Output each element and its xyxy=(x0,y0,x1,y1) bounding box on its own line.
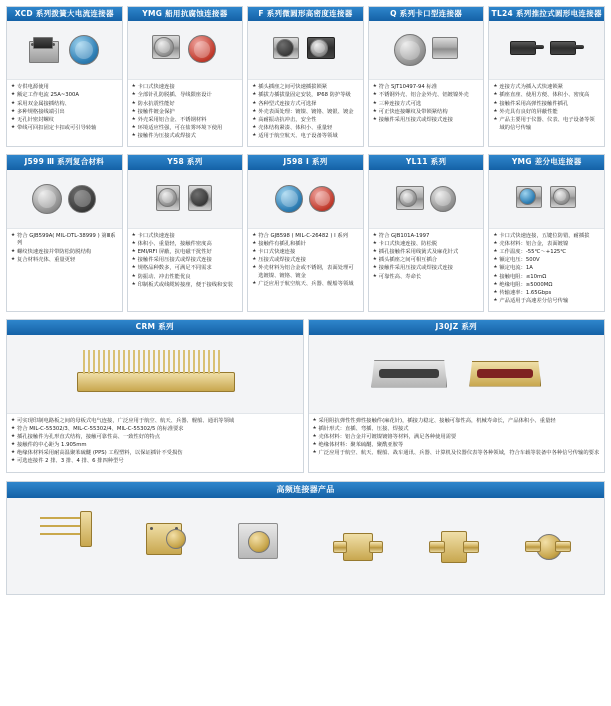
feature-item: ★ 产品适用于高速差分信号传输 xyxy=(493,298,600,306)
feature-item: ★ 不锈钢外壳、铝合金外壳、铝镀镍外壳 xyxy=(373,92,480,100)
feature-list xyxy=(11,233,118,265)
feature-item: ★ 可正快连接螺纹及带锁紧结构 xyxy=(373,109,480,117)
feature-item: ★ 插头插座之间可快速插拔锁紧 xyxy=(252,84,359,92)
feature-item: ★ 三种连接方式可选 xyxy=(373,101,480,109)
product-image-yl11 xyxy=(369,170,484,229)
product-image-j30jz xyxy=(309,335,605,414)
feature-item: ★ 插座直座、使用方便、体积小、密度高 xyxy=(493,92,600,100)
feature-list xyxy=(373,84,480,124)
product-title: J599 Ⅲ 系列复合材料 xyxy=(7,155,122,169)
feature-item: ★ 螺纹快速连接并带防松防脱结构 xyxy=(11,249,118,257)
high-frequency-image xyxy=(7,498,604,594)
feature-list xyxy=(132,84,239,141)
product-image-q xyxy=(369,21,484,80)
feature-item: ★ 印制板式或线缆转接座，便于接线和安装 xyxy=(132,282,239,290)
feature-item: ★ 高耐振动抗冲击，安全性 xyxy=(252,117,359,125)
high-frequency-section[interactable] xyxy=(6,481,605,596)
feature-item: ★ 卡口式快速连接 xyxy=(252,249,359,257)
product-features xyxy=(489,80,604,138)
feature-item: ★ 额定电流：1A xyxy=(493,265,600,273)
product-features xyxy=(489,229,604,312)
product-image-crm xyxy=(7,335,303,414)
feature-item: ★ 接触电阻：≤10mΩ xyxy=(493,274,600,282)
feature-item: ★ 卡口式快速连接 xyxy=(132,84,239,92)
product-card-crm[interactable] xyxy=(6,319,304,472)
feature-list xyxy=(313,418,601,458)
feature-item: ★ 接触件镀金保护 xyxy=(132,109,239,117)
product-title: XCD 系列拨簧大电流连接器 xyxy=(7,7,122,21)
feature-item: ★ 多种规格接线端引出 xyxy=(11,109,118,117)
feature-item: ★ 接触件采用压接式或焊接式连接 xyxy=(373,117,480,125)
feature-item: ★ 符合 MIL-C-55302/3、MIL-C-55302/4、MIL-C-55302/5 的标准要求 xyxy=(11,426,299,434)
feature-list xyxy=(11,84,118,133)
product-card-y58[interactable] xyxy=(127,154,244,312)
feature-item: ★ 符合 GJB598 ( MIL-C-26482 ) Ⅰ 系列 xyxy=(252,233,359,241)
product-card-j30jz[interactable] xyxy=(308,319,606,472)
product-image-tl24 xyxy=(489,21,604,80)
feature-item: ★ 绝缘体材料采用耐高温聚苯硫醚 (PPS) 工程塑料，以保证插针不受损伤 xyxy=(11,450,299,458)
product-title: Q 系列卡口型连接器 xyxy=(369,7,484,21)
product-title: YL11 系列 xyxy=(369,155,484,169)
product-features xyxy=(369,229,484,287)
product-title: Y58 系列 xyxy=(128,155,243,169)
product-row-2 xyxy=(0,154,611,312)
feature-item: ★ 符合 GJB101A-1997 xyxy=(373,233,480,241)
feature-item: ★ 接触件有插孔和插针 xyxy=(252,241,359,249)
feature-item: ★ 采用双金属接插结构、 xyxy=(11,101,118,109)
feature-item: ★ 环境适应性强，可在盐雾环境下使用 xyxy=(132,125,239,133)
feature-item: ★ 防水抗震性能好 xyxy=(132,101,239,109)
feature-item: ★ 接触件为压接式或焊接式 xyxy=(132,133,239,141)
product-card-yl11[interactable] xyxy=(368,154,485,312)
feature-item: ★ 带线可回扣固定卡扣或可引导转轴 xyxy=(11,125,118,133)
feature-item: ★ 卡口式快速连接 xyxy=(132,233,239,241)
product-card-tl24[interactable] xyxy=(488,6,605,147)
catalog-page xyxy=(0,6,611,706)
product-features xyxy=(128,80,243,146)
feature-item: ★ 可靠性高、寿命长 xyxy=(373,274,480,282)
product-features xyxy=(7,80,122,138)
product-card-ymg-diff[interactable] xyxy=(488,154,605,312)
feature-item: ★ 采用阻抗弹性性弹性接触件(麻花针)，插接力稳定、接触可靠性高，机械寿命长，产品体积小、重量轻 xyxy=(313,418,601,426)
product-title: F 系列微圆形高密度连接器 xyxy=(248,7,363,21)
feature-item: ★ 产品主要用于仪器、仪表、电子设备等领域的信号传输 xyxy=(493,117,600,132)
feature-item: ★ 插针形式：直插、弯插、压接、焊接式 xyxy=(313,426,601,434)
feature-item: ★ 插孔接触件为孔形直式结构，接触可靠性高、一致性好的特点 xyxy=(11,434,299,442)
feature-list xyxy=(493,84,600,132)
product-card-j599[interactable] xyxy=(6,154,123,312)
feature-list xyxy=(11,418,299,467)
product-features xyxy=(309,414,605,464)
feature-item: ★ 符合 SJT10497-94 标准 xyxy=(373,84,480,92)
feature-item: ★ 连接方式为插入式快速锁紧 xyxy=(493,84,600,92)
product-features xyxy=(369,80,484,130)
product-image-xcd xyxy=(7,21,122,80)
product-image-f xyxy=(248,21,363,80)
feature-item: ★ 插头插座之间可相互插合 xyxy=(373,257,480,265)
feature-item: ★ 接触件的中心距为 1.905mm xyxy=(11,442,299,450)
feature-item: ★ 无孔针密封螺纹 xyxy=(11,117,118,125)
feature-item: ★ 接触件采用压接式或焊接式连接 xyxy=(132,257,239,265)
feature-item: ★ 传输速率：1.65Gbps xyxy=(493,290,600,298)
product-card-j598[interactable] xyxy=(247,154,364,312)
product-features xyxy=(128,229,243,295)
feature-item: ★ 复合材料壳体、重量更轻 xyxy=(11,257,118,265)
product-card-ymg[interactable] xyxy=(127,6,244,147)
feature-item: ★ 广泛应用于航空、航天、舰船、战车通讯、兵器、计算机及仪器仪表等各种领域，符合车载等装备中各种信号传输的要求 xyxy=(313,450,601,458)
feature-list xyxy=(252,233,359,289)
feature-item: ★ 接触件采用压接式或焊接式连接 xyxy=(373,265,480,273)
feature-item: ★ 工作温度：-55℃～+125℃ xyxy=(493,249,600,257)
feature-item: ★ 绝缘体材料：聚苯硫醚、聚酰亚胺等 xyxy=(313,442,601,450)
feature-item: ★ 绝缘电阻：≥5000MΩ xyxy=(493,282,600,290)
feature-item: ★ 额定工作电流 25A~300A xyxy=(11,92,118,100)
feature-item: ★ 壳体材料：铝合金，表面镀镍 xyxy=(493,241,600,249)
feature-list xyxy=(252,84,359,141)
product-title: J598 Ⅰ 系列 xyxy=(248,155,363,169)
feature-item: ★ 接触件采用高弹性接触件插孔 xyxy=(493,101,600,109)
feature-item: ★ 外壳材料为铝合金或不锈钢，表面处理可选镀镍、镀铬、镀金 xyxy=(252,265,359,280)
section-title: 高频连接器产品 xyxy=(7,482,604,499)
feature-list xyxy=(493,233,600,306)
feature-item: ★ 卡口式快速连接，五键位防错，耐插拔 xyxy=(493,233,600,241)
feature-item: ★ 壳体材料：铝合金并可镀镍镀铬等材料，满足各种使用需要 xyxy=(313,434,601,442)
feature-item: ★ 卡口式快速连接、防松脱 xyxy=(373,241,480,249)
feature-item: ★ 额定电压：500V xyxy=(493,257,600,265)
product-image-j599 xyxy=(7,170,122,229)
product-title: CRM 系列 xyxy=(7,320,303,334)
feature-item: ★ 壳体结构紧凑、体积小、重量轻 xyxy=(252,125,359,133)
feature-item: ★ 体积小、重量轻，接触件密度高 xyxy=(132,241,239,249)
feature-item: ★ 可实现印制电路板之间的母板式电气连接，广泛应用于航空、航天、兵器、舰船、通讯等领域 xyxy=(11,418,299,426)
feature-list xyxy=(373,233,480,282)
product-features xyxy=(7,414,303,472)
feature-item: ★ 可选连接件 2 排、3 排、4 排、6 排四种型号 xyxy=(11,458,299,466)
product-title: YMG 船用抗腐蚀连接器 xyxy=(128,7,243,21)
feature-item: ★ 压接式或焊接式连接 xyxy=(252,257,359,265)
product-image-y58 xyxy=(128,170,243,229)
product-features xyxy=(248,229,363,295)
feature-item: ★ 专供电源使用 xyxy=(11,84,118,92)
product-image-ymg xyxy=(128,21,243,80)
product-title: YMG 差分电连接器 xyxy=(489,155,604,169)
product-row-1 xyxy=(0,6,611,147)
product-features xyxy=(248,80,363,146)
product-image-j598 xyxy=(248,170,363,229)
product-image-ymg-diff xyxy=(489,170,604,229)
product-card-f[interactable] xyxy=(247,6,364,147)
feature-item: ★ 适用于航空航天、电子设备等领域 xyxy=(252,133,359,141)
feature-item: ★ 插孔接触件采用线簧式及麻花针式 xyxy=(373,249,480,257)
product-features xyxy=(7,229,122,270)
product-title: TL24 系列推拉式圆形电连接器 xyxy=(489,7,604,21)
product-card-q[interactable] xyxy=(368,6,485,147)
feature-item: ★ 全部针孔防脱插、导线限座设计 xyxy=(132,92,239,100)
feature-item: ★ 外壳具有良好的屏蔽性能 xyxy=(493,109,600,117)
feature-item: ★ 规格品种数多，可满足不同需求 xyxy=(132,265,239,273)
product-row-3 xyxy=(0,319,611,472)
feature-list xyxy=(132,233,239,290)
feature-item: ★ 各种型式连接方式可选择 xyxy=(252,101,359,109)
product-card-xcd[interactable] xyxy=(6,6,123,147)
product-title: J30JZ 系列 xyxy=(309,320,605,334)
feature-item: ★ 外壳表面处理：镀镍、镀铬、镀银、镀金 xyxy=(252,109,359,117)
feature-item: ★ 外壳采用铝合金、不锈钢材料 xyxy=(132,117,239,125)
feature-item: ★ 防振动、冲击性能优良 xyxy=(132,274,239,282)
feature-item: ★ 符合 GJB599A( MIL-DTL-38999 ) 第Ⅲ系列 xyxy=(11,233,118,248)
feature-item: ★ EMI/RFI 屏蔽，抗电磁干扰性好 xyxy=(132,249,239,257)
feature-item: ★ 广泛应用于航空航天、兵器、舰船等领域 xyxy=(252,281,359,289)
feature-item: ★ 插拔力插拔量固定安装，IP68 防护等级 xyxy=(252,92,359,100)
